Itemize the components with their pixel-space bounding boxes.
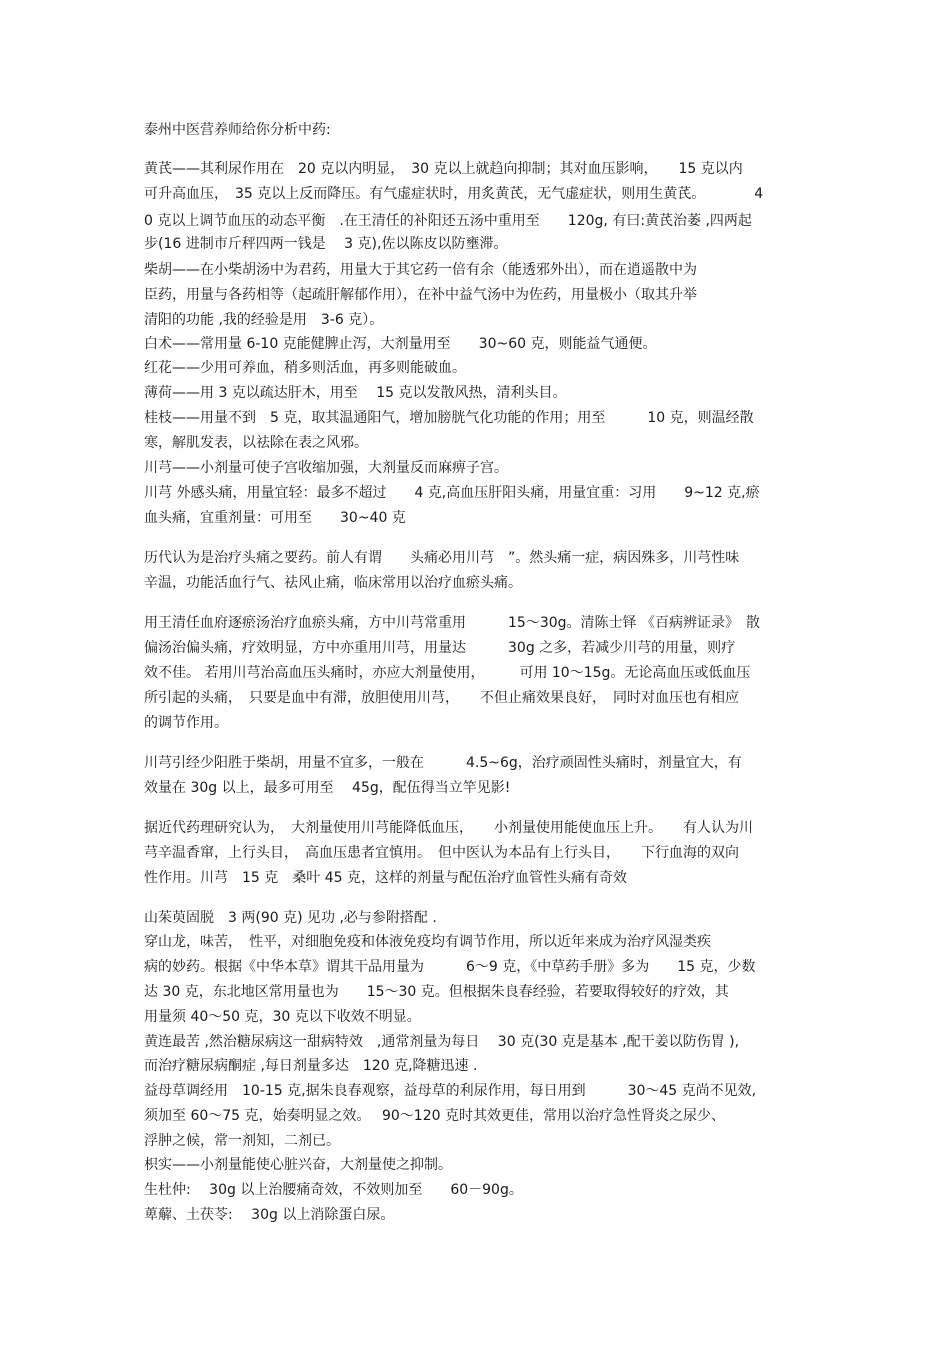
text-line: 用王清任血府逐瘀汤治疗血瘀头痛，方中川芎常重用 15～30g。清陈士铎 《百病辨证录》 散: [144, 615, 760, 631]
text-line: 芎辛温香窜，上行头目， 高血压患者宜慎用。 但中医认为本品有上行头目， 下行血海的双向: [144, 845, 739, 861]
text-line: 黄连最苦 ,然治糖尿病这一甜病特效 ,通常剂量为每日 30 克(30 克是基本 ,配干姜以防伤胃 ),: [144, 1034, 740, 1050]
text-line: 性作用。川芎 15 克 桑叶 45 克，这样的剂量与配伍治疗血管性头痛有奇效: [144, 870, 627, 886]
text-line: 白术——常用量 6-10 克能健脾止泻，大剂量用至 30~60 克，则能益气通便。: [144, 336, 657, 352]
text-line: 须加至 60～75 克，始奏明显之效。 90～120 克时其效更佳，常用以治疗急性肾炎之尿少、: [144, 1108, 725, 1124]
text-line: 0 克以上调节血压的动态平衡 .在王清任的补阳还五汤中重用至 120g, 有曰:黄芪治萎 ,四两起: [144, 213, 752, 229]
text-line: 川芎引经少阳胜于柴胡，用量不宜多，一般在 4.5~6g，治疗顽固性头痛时，剂量宜大，有: [144, 755, 742, 771]
text-line: 而治疗糖尿病酮症 ,每日剂量多达 120 克,降糖迅速 .: [144, 1058, 478, 1074]
doc-title: 泰州中医营养师给你分析中药:: [144, 122, 331, 138]
text-line: 山茱萸固脱 3 两(90 克) 见功 ,必与参附搭配 .: [144, 910, 437, 926]
text-line: 柴胡——在小柴胡汤中为君药，用量大于其它药一倍有余（能透邪外出），而在逍遥散中为: [144, 262, 697, 278]
text-line: 萆薢、土茯苓: 30g 以上消除蛋白尿。: [144, 1207, 395, 1223]
text-line: 黄芪——其利尿作用在 20 克以内明显， 30 克以上就趋向抑制；其对血压影响， 15 克以内: [144, 161, 743, 177]
text-line: 臣药，用量与各药相等（起疏肝解郁作用），在补中益气汤中为佐药，用量极小（取其升举: [144, 287, 697, 303]
text-line: 生杜仲: 30g 以上治腰痛奇效，不效则加至 60－90g。: [144, 1182, 523, 1198]
text-line: 病的妙药。根据《中华本草》谓其干品用量为 6～9 克，《中草药手册》多为 15 克，少数: [144, 959, 756, 975]
text-line: 红花——少用可养血，稍多则活血，再多则能破血。: [144, 360, 466, 376]
text-line: 辛温，功能活血行气、祛风止痛，临床常用以治疗血瘀头痛。: [144, 575, 522, 591]
text-line: 可升高血压， 35 克以上反而降压。有气虚症状时，用炙黄芪，无气虚症状，则用生黄芪。 4: [144, 186, 764, 202]
text-line: 的调节作用。: [144, 715, 228, 731]
text-line: 穿山龙，味苦， 性平，对细胞免疫和体液免疫均有调节作用，所以近年来成为治疗风湿类疾: [144, 934, 711, 950]
text-line: 川芎——小剂量可使子宫收缩加强，大剂量反而麻痹子宫。: [144, 460, 508, 476]
text-line: 偏汤治偏头痛，疗效明显，方中亦重用川芎，用量达 30g 之多，若减少川芎的用量，则疗: [144, 640, 736, 656]
text-line: 所引起的头痛， 只要是血中有滞，放胆使用川芎， 不但止痛效果良好， 同时对血压也有相应: [144, 690, 739, 706]
text-line: 桂枝——用量不到 5 克，取其温通阳气，增加膀胱气化功能的作用；用至 10 克，则温经散: [144, 410, 754, 426]
text-line: 益母草调经用 10-15 克,据朱良春观察，益母草的利尿作用，每日用到 30～45 克尚不见效,: [144, 1083, 757, 1099]
text-line: 步(16 进制市斤秤四两一钱是 3 克),佐以陈皮以防壅滞。: [144, 236, 508, 252]
text-line: 效不佳。 若用川芎治高血压头痛时，亦应大剂量使用， 可用 10～15g。无论高血压或低血压: [144, 665, 751, 681]
text-line: 川芎 外感头痛，用量宜轻：最多不超过 4 克,高血压肝阳头痛，用量宜重：习用 9~12 克,瘀: [144, 485, 760, 501]
text-line: 据近代药理研究认为， 大剂量使用川芎能降低血压， 小剂量使用能使血压上升。 有人认为川: [144, 820, 753, 836]
text-line: 薄荷——用 3 克以疏达肝木，用至 15 克以发散风热，清利头目。: [144, 385, 567, 401]
text-line: 寒，解肌发表，以祛除在表之风邪。: [144, 435, 368, 451]
text-line: 效量在 30g 以上，最多可用至 45g，配伍得当立竿见影!: [144, 780, 511, 796]
text-line: 清阳的功能 ,我的经验是用 3-6 克）。: [144, 312, 384, 328]
text-line: 血头痛，宜重剂量：可用至 30~40 克: [144, 510, 406, 526]
text-line: 达 30 克，东北地区常用量也为 15～30 克。但根据朱良春经验，若要取得较好的疗效，其: [144, 984, 729, 1000]
text-line: 用量须 40～50 克，30 克以下收效不明显。: [144, 1009, 421, 1025]
text-line: 浮肿之候，常一剂知，二剂已。: [144, 1133, 340, 1149]
text-line: 历代认为是治疗头痛之要药。前人有谓 头痛必用川芎 ”。然头痛一症，病因殊多，川芎性味: [144, 550, 740, 566]
text-line: 枳实——小剂量能使心脏兴奋，大剂量使之抑制。: [144, 1157, 452, 1173]
